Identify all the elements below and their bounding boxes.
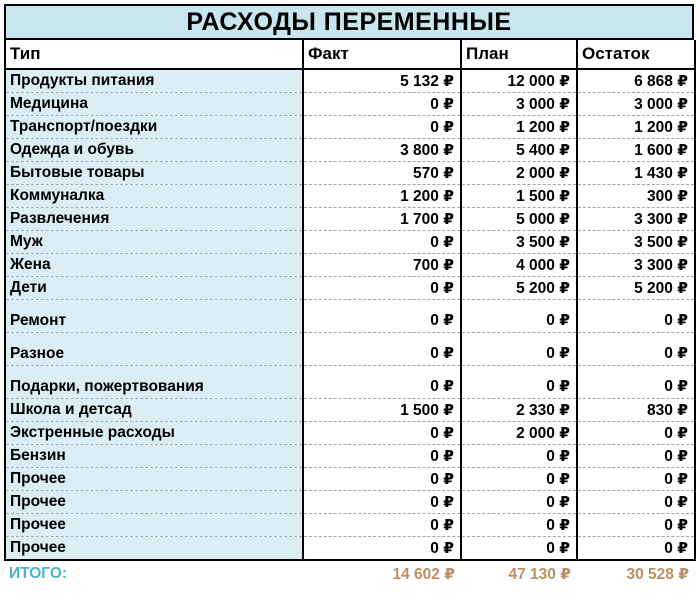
row-plan-cell[interactable]: 0 ₽ <box>461 300 577 333</box>
table-row <box>5 300 695 333</box>
row-type-cell[interactable]: Прочее <box>5 491 303 514</box>
row-rest-cell[interactable]: 3 500 ₽ <box>577 231 695 254</box>
total-fact[interactable]: 14 602 ₽ <box>303 560 461 587</box>
row-fact-cell[interactable]: 5 132 ₽ <box>303 69 461 93</box>
row-type-cell[interactable]: Медицина <box>5 93 303 116</box>
row-rest-cell[interactable]: 0 ₽ <box>577 422 695 445</box>
row-rest-cell[interactable]: 0 ₽ <box>577 537 695 561</box>
table-row <box>5 277 695 300</box>
row-rest-cell[interactable]: 1 430 ₽ <box>577 162 695 185</box>
row-rest-cell[interactable]: 3 300 ₽ <box>577 208 695 231</box>
row-type-cell[interactable]: Коммуналка <box>5 185 303 208</box>
header-type[interactable]: Тип <box>5 40 303 69</box>
row-rest-cell[interactable]: 300 ₽ <box>577 185 695 208</box>
row-plan-cell[interactable]: 0 ₽ <box>461 468 577 491</box>
row-fact-cell[interactable]: 0 ₽ <box>303 93 461 116</box>
sheet-title: РАСХОДЫ ПЕРЕМЕННЫЕ <box>4 4 694 40</box>
row-type-cell[interactable]: Подарки, пожертвования <box>5 366 303 399</box>
row-type-cell[interactable]: Прочее <box>5 537 303 561</box>
row-plan-cell[interactable]: 0 ₽ <box>461 491 577 514</box>
table-row <box>5 139 695 162</box>
row-type-cell[interactable]: Бензин <box>5 445 303 468</box>
table-row <box>5 185 695 208</box>
expenses-table <box>4 40 696 587</box>
row-plan-cell[interactable]: 1 500 ₽ <box>461 185 577 208</box>
row-type-cell[interactable]: Прочее <box>5 468 303 491</box>
row-fact-cell[interactable]: 1 200 ₽ <box>303 185 461 208</box>
row-type-cell[interactable]: Муж <box>5 231 303 254</box>
row-plan-cell[interactable]: 0 ₽ <box>461 537 577 561</box>
row-fact-cell[interactable]: 1 700 ₽ <box>303 208 461 231</box>
row-plan-cell[interactable]: 12 000 ₽ <box>461 69 577 93</box>
row-plan-cell[interactable]: 4 000 ₽ <box>461 254 577 277</box>
table-row <box>5 69 695 93</box>
row-fact-cell[interactable]: 0 ₽ <box>303 468 461 491</box>
row-fact-cell[interactable]: 0 ₽ <box>303 366 461 399</box>
row-type-cell[interactable]: Продукты питания <box>5 69 303 93</box>
row-plan-cell[interactable]: 2 000 ₽ <box>461 162 577 185</box>
row-rest-cell[interactable]: 6 868 ₽ <box>577 69 695 93</box>
row-fact-cell[interactable]: 700 ₽ <box>303 254 461 277</box>
header-rest[interactable]: Остаток <box>577 40 695 69</box>
row-type-cell[interactable]: Транспорт/поездки <box>5 116 303 139</box>
row-rest-cell[interactable]: 0 ₽ <box>577 514 695 537</box>
row-fact-cell[interactable]: 570 ₽ <box>303 162 461 185</box>
row-plan-cell[interactable]: 5 200 ₽ <box>461 277 577 300</box>
row-plan-cell[interactable]: 0 ₽ <box>461 514 577 537</box>
row-rest-cell[interactable]: 0 ₽ <box>577 333 695 366</box>
row-plan-cell[interactable]: 5 000 ₽ <box>461 208 577 231</box>
total-rest[interactable]: 30 528 ₽ <box>577 560 695 587</box>
row-rest-cell[interactable]: 830 ₽ <box>577 399 695 422</box>
row-fact-cell[interactable]: 0 ₽ <box>303 514 461 537</box>
header-row <box>5 40 695 69</box>
row-fact-cell[interactable]: 0 ₽ <box>303 422 461 445</box>
row-type-cell[interactable]: Жена <box>5 254 303 277</box>
table-row <box>5 468 695 491</box>
row-type-cell[interactable]: Экстренные расходы <box>5 422 303 445</box>
row-fact-cell[interactable]: 0 ₽ <box>303 491 461 514</box>
table-row <box>5 366 695 399</box>
row-plan-cell[interactable]: 0 ₽ <box>461 445 577 468</box>
row-fact-cell[interactable]: 0 ₽ <box>303 537 461 561</box>
table-row <box>5 93 695 116</box>
row-plan-cell[interactable]: 1 200 ₽ <box>461 116 577 139</box>
row-type-cell[interactable]: Ремонт <box>5 300 303 333</box>
table-row <box>5 162 695 185</box>
header-plan[interactable]: План <box>461 40 577 69</box>
table-row <box>5 254 695 277</box>
total-plan[interactable]: 47 130 ₽ <box>461 560 577 587</box>
table-row <box>5 399 695 422</box>
total-row <box>5 560 695 587</box>
row-fact-cell[interactable]: 0 ₽ <box>303 231 461 254</box>
row-fact-cell[interactable]: 1 500 ₽ <box>303 399 461 422</box>
row-plan-cell[interactable]: 2 330 ₽ <box>461 399 577 422</box>
row-plan-cell[interactable]: 3 500 ₽ <box>461 231 577 254</box>
row-fact-cell[interactable]: 0 ₽ <box>303 277 461 300</box>
row-fact-cell[interactable]: 3 800 ₽ <box>303 139 461 162</box>
row-rest-cell[interactable]: 0 ₽ <box>577 468 695 491</box>
row-type-cell[interactable]: Бытовые товары <box>5 162 303 185</box>
row-plan-cell[interactable]: 5 400 ₽ <box>461 139 577 162</box>
row-rest-cell[interactable]: 0 ₽ <box>577 445 695 468</box>
table-row <box>5 208 695 231</box>
row-type-cell[interactable]: Дети <box>5 277 303 300</box>
row-rest-cell[interactable]: 0 ₽ <box>577 491 695 514</box>
table-row <box>5 537 695 561</box>
row-rest-cell[interactable]: 0 ₽ <box>577 366 695 399</box>
header-fact[interactable]: Факт <box>303 40 461 69</box>
table-row <box>5 445 695 468</box>
row-fact-cell[interactable]: 0 ₽ <box>303 445 461 468</box>
table-row <box>5 116 695 139</box>
row-plan-cell[interactable]: 3 000 ₽ <box>461 93 577 116</box>
row-plan-cell[interactable]: 2 000 ₽ <box>461 422 577 445</box>
row-type-cell[interactable]: Школа и детсад <box>5 399 303 422</box>
row-plan-cell[interactable]: 0 ₽ <box>461 333 577 366</box>
row-fact-cell[interactable]: 0 ₽ <box>303 300 461 333</box>
row-rest-cell[interactable]: 5 200 ₽ <box>577 277 695 300</box>
row-type-cell[interactable]: Развлечения <box>5 208 303 231</box>
total-label[interactable]: ИТОГО: <box>5 560 303 587</box>
row-rest-cell[interactable]: 3 000 ₽ <box>577 93 695 116</box>
row-rest-cell[interactable]: 0 ₽ <box>577 300 695 333</box>
row-rest-cell[interactable]: 3 300 ₽ <box>577 254 695 277</box>
table-row <box>5 422 695 445</box>
table-row <box>5 333 695 366</box>
row-rest-cell[interactable]: 1 600 ₽ <box>577 139 695 162</box>
table-row <box>5 514 695 537</box>
row-type-cell[interactable]: Прочее <box>5 514 303 537</box>
table-row <box>5 231 695 254</box>
row-fact-cell[interactable]: 0 ₽ <box>303 333 461 366</box>
row-fact-cell[interactable]: 0 ₽ <box>303 116 461 139</box>
table-row <box>5 491 695 514</box>
row-type-cell[interactable]: Разное <box>5 333 303 366</box>
row-plan-cell[interactable]: 0 ₽ <box>461 366 577 399</box>
row-type-cell[interactable]: Одежда и обувь <box>5 139 303 162</box>
row-rest-cell[interactable]: 1 200 ₽ <box>577 116 695 139</box>
